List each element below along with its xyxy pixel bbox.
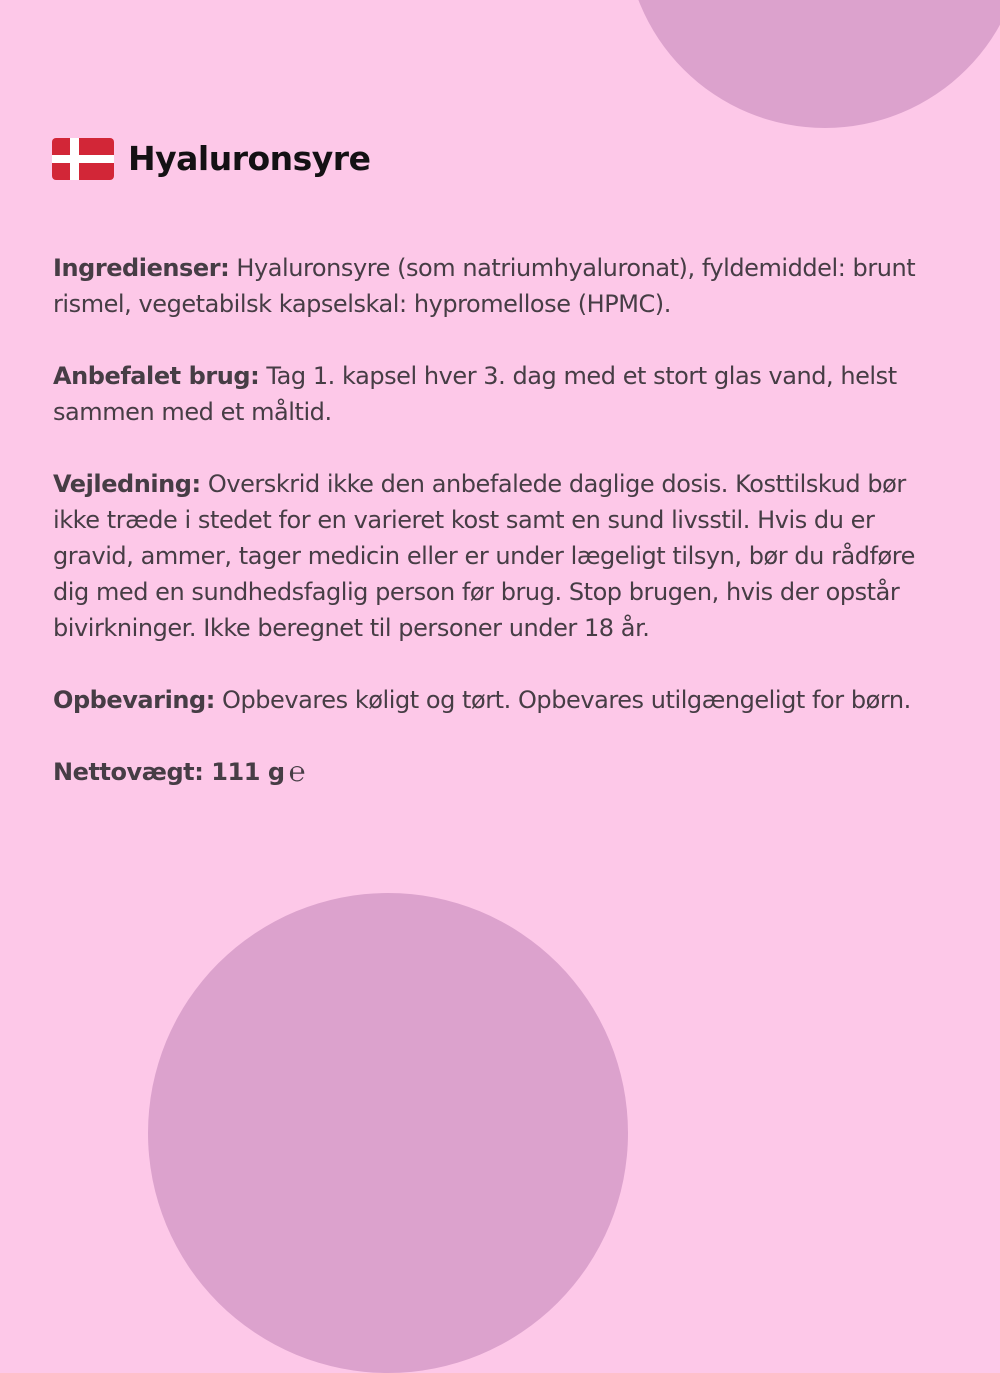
estimated-sign-icon: ℮ [288,755,305,788]
net-weight-label: Nettovægt: 111 g [53,758,285,786]
storage-text: Opbevares køligt og tørt. Opbevares utilgængeligt for børn. [222,686,911,714]
storage-section [53,682,933,718]
ingredients-text: Hyaluronsyre (som natriumhyaluronat), fyldemiddel: brunt rismel, vegetabilsk kapselskal: hypromellose (HPMC). [53,254,916,318]
net-weight-section [53,754,933,790]
decorative-circle-top-right [625,0,1000,128]
denmark-flag-icon [52,138,114,180]
product-info [53,250,933,790]
recommended-use-section [53,358,933,430]
ingredients-section [53,250,933,322]
product-header [52,138,370,180]
guidance-label: Vejledning: [53,470,201,498]
guidance-text: Overskrid ikke den anbefalede daglige dosis. Kosttilskud bør ikke træde i stedet for en varieret kost samt en sund livsstil. Hvis du er gravid, ammer, tager medicin eller er under lægeligt tilsyn, bør du rådføre dig med en sundhedsfaglig person før brug. Stop brugen, hvis der opstår bivirkninger. Ikke beregnet til personer under 18 år. [53,470,915,642]
decorative-circle-bottom [148,893,628,1373]
ingredients-label: Ingredienser: [53,254,230,282]
guidance-section [53,466,933,646]
recommended-use-label: Anbefalet brug: [53,362,260,390]
recommended-use-text: Tag 1. kapsel hver 3. dag med et stort glas vand, helst sammen med et måltid. [53,362,897,426]
storage-label: Opbevaring: [53,686,215,714]
product-title: Hyaluronsyre [128,139,371,178]
